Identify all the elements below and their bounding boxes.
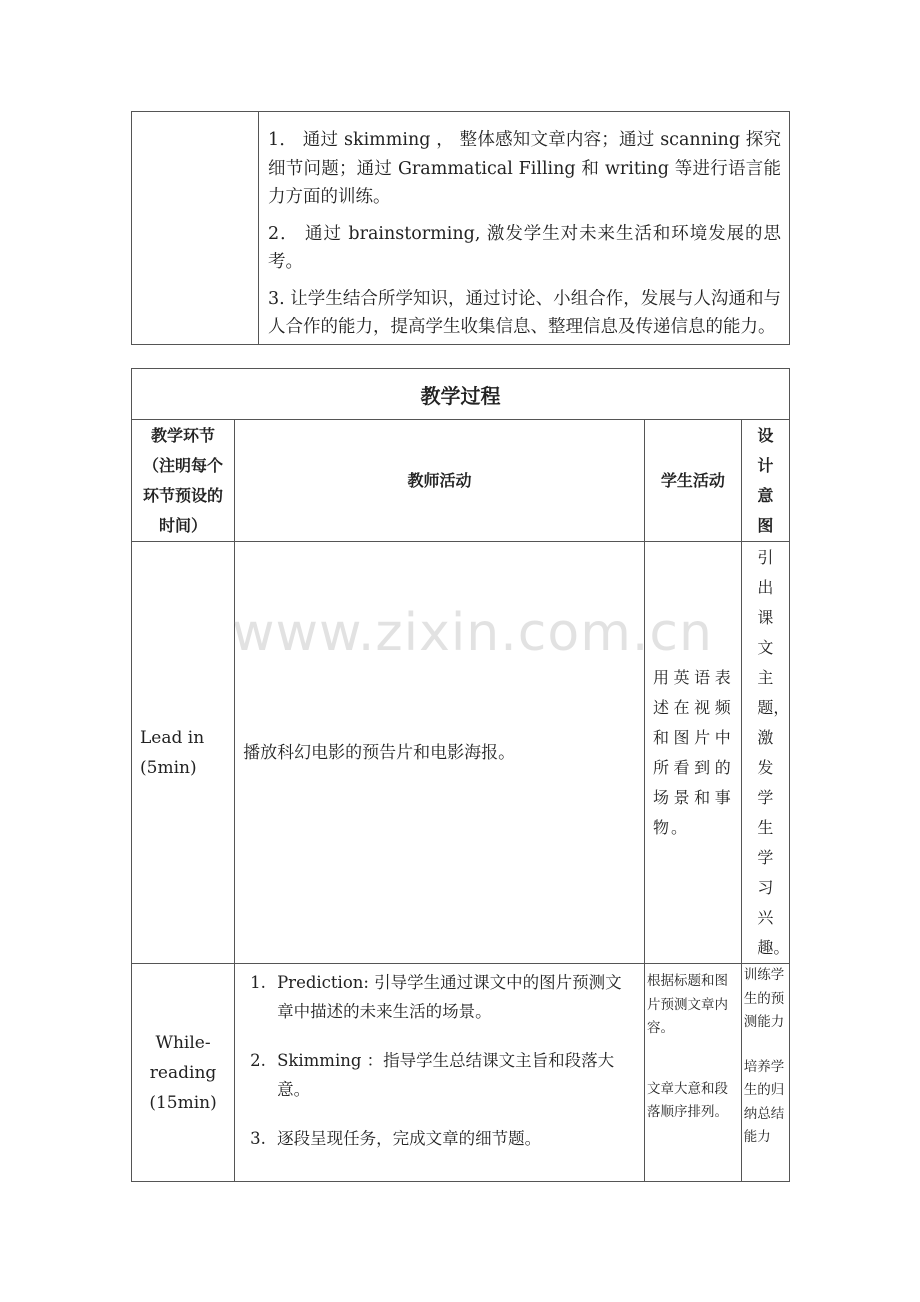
objectives-table [131, 111, 790, 345]
header-intent-cell [741, 420, 789, 542]
lead-in-student: 用英语表述在视频和图片中所看到的场景和事物。 [644, 542, 741, 964]
process-table [131, 368, 790, 1182]
watermark: www.zixin.com.cn [232, 603, 713, 663]
lead-in-stage: Lead in (5min) [132, 542, 235, 964]
list-item: 2. Skimming ：指导学生总结课文主旨和段落大意。 [271, 1046, 638, 1104]
objective-2: 2． 通过 brainstorming, 激发学生对未来生活和环境发展的思考。 [268, 223, 781, 272]
objectives-cell [259, 112, 790, 345]
process-title: 教学过程 [132, 369, 790, 420]
table-row [132, 542, 790, 964]
while-reading-intent-1: 训练学生的预测能力 [743, 967, 785, 1030]
lead-in-teacher: 播放科幻电影的预告片和电影海报。 [235, 542, 645, 964]
objectives-label-cell [132, 112, 259, 345]
while-reading-student-1: 根据标题和图片预测文章内容。 [646, 973, 728, 1036]
list-item: 1. Prediction: 引导学生通过课文中的图片预测文章中描述的未来生活的场景。 [271, 968, 638, 1026]
header-stage: 教学环节（注明每个环节预设的时间） [132, 420, 235, 542]
header-teacher: 教师活动 [235, 420, 645, 542]
while-reading-student-2: 文章大意和段落顺序排列。 [646, 1080, 728, 1120]
while-reading-stage: While-reading (15min) [132, 964, 235, 1182]
objective-3: 3. 让学生结合所学知识，通过讨论、小组合作，发展与人沟通和与人合作的能力，提高学生收集信息、整理信息及传递信息的能力。 [268, 288, 781, 337]
header-student: 学生活动 [644, 420, 741, 542]
while-reading-intent-cell [741, 964, 789, 1182]
header-intent: 设计意图 [757, 425, 774, 535]
lead-in-intent-cell [741, 542, 789, 964]
list-item: 3. 逐段呈现任务，完成文章的细节题。 [271, 1124, 638, 1153]
lead-in-intent: 引出课文主题，激发学生学习兴趣。 [757, 548, 790, 957]
table-row [132, 964, 790, 1182]
while-reading-student-cell [644, 964, 741, 1182]
while-reading-teacher-cell [235, 964, 645, 1182]
while-reading-intent-2: 培养学生的归纳总结能力 [743, 1058, 785, 1145]
objective-1: 1． 通过 skimming ， 整体感知文章内容；通过 scanning 探究细节问题；通过 Grammatical Filling 和 writing 等进行语言能力方面的训练。 [268, 130, 781, 207]
while-reading-teacher-list [235, 964, 644, 1153]
